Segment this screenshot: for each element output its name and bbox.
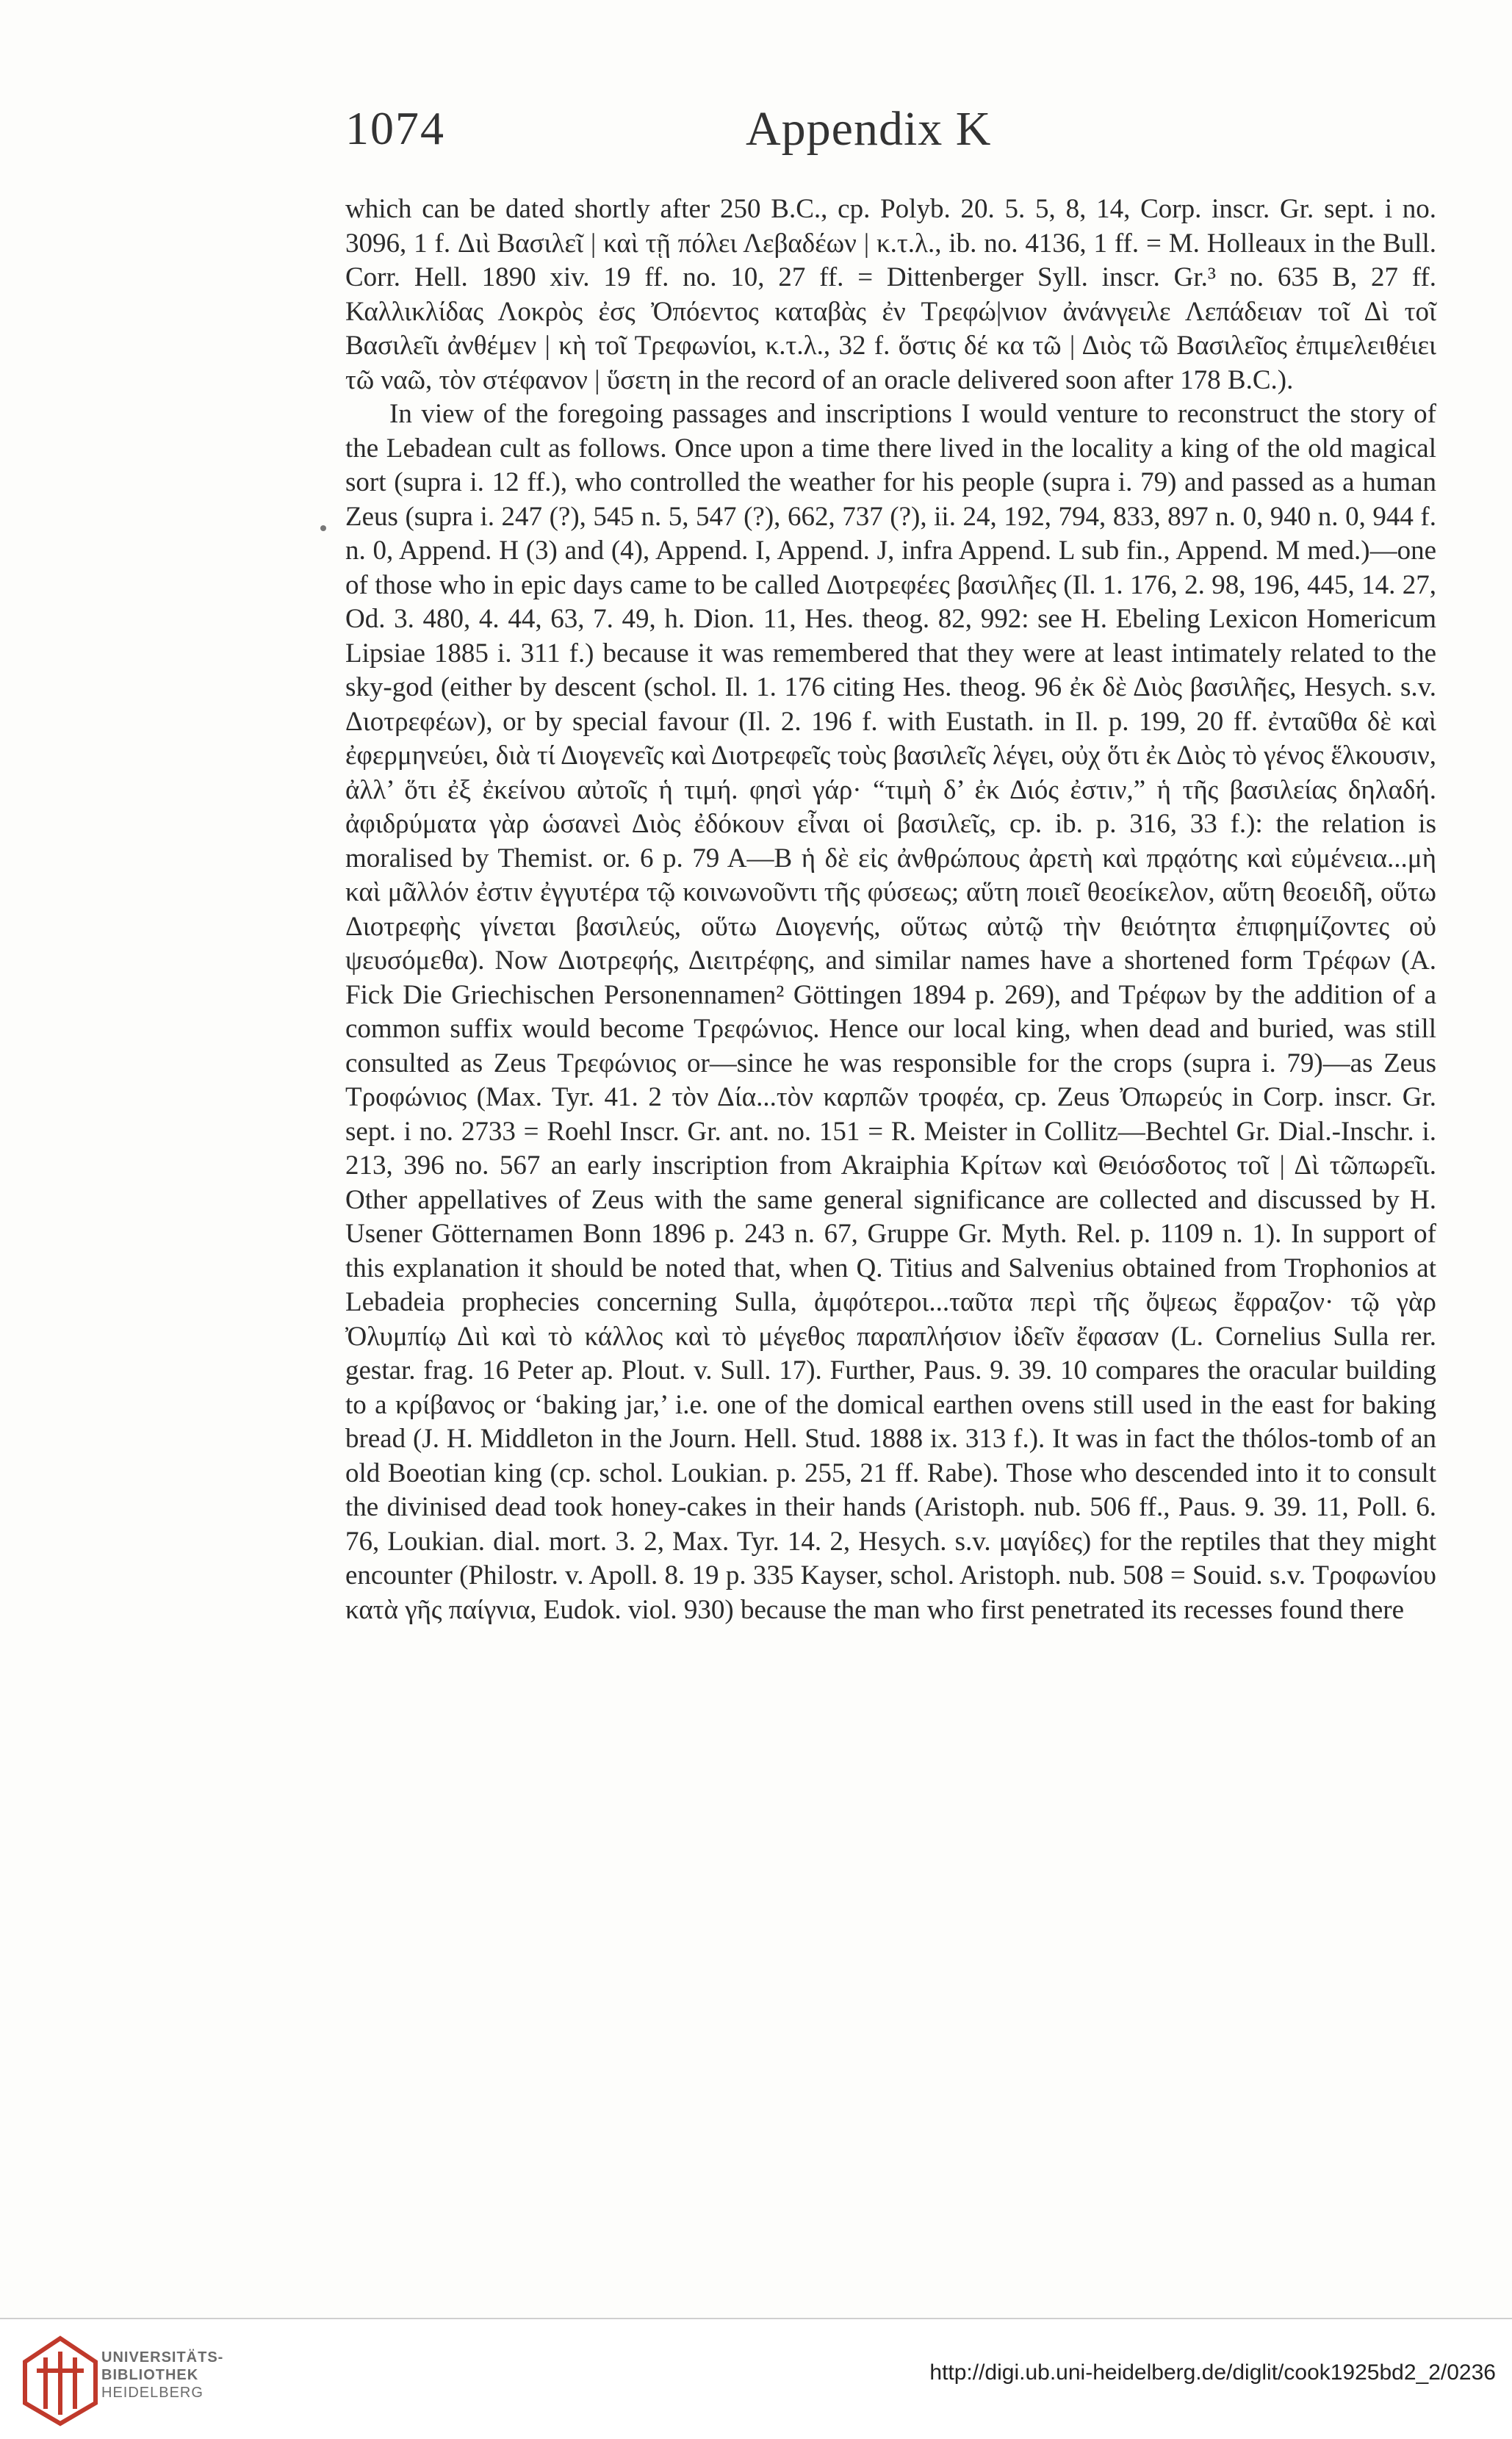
- university-library-logo-icon: [16, 2332, 104, 2428]
- paragraph-2: In view of the foregoing passages and inscriptions I would venture to reconstruct the story of the Lebadean cult as follows. Once upon a time there lived in the locality a king of the old magical sort (supra i. 12 ff.), who controlled the weather for his people (supra i. 79) and passed as a human Zeus (supra i. 247 (?), 545 n. 5, 547 (?), 662, 737 (?), ii. 24, 192, 794, 833, 897 n. 0, 940 n. 0, 944 f. n. 0, Append. H (3) and (4), Append. I, Append. J, infra Append. L sub fin., Append. M med.)—one of those who in epic days came to be called Διοτρεφέες βασιλῆες (Il. 1. 176, 2. 98, 196, 445, 14. 27, Od. 3. 480, 4. 44, 63, 7. 49, h. Dion. 11, Hes. theog. 82, 992: see H. Ebeling Lexicon Homericum Lipsiae 1885 i. 311 f.) because it was remembered that they were at least intimately related to the sky-god (either by descent (schol. Il. 1. 176 citing Hes. theog. 96 ἐκ δὲ Διὸς βασιλῆες, Hesych. s.v. Διοτρεφέων), or by special favour (Il. 2. 196 f. with Eustath. in Il. p. 199, 20 ff. ἐνταῦθα δὲ καὶ ἐφερμηνεύει, διὰ τί Διογενεῖς καὶ Διοτρεφεῖς τοὺς βασιλεῖς λέγει, οὐχ ὅτι ἐκ Διὸς τὸ γένος ἕλκουσιν, ἀλλ’ ὅτι ἐξ ἐκείνου αὐτοῖς ἡ τιμή. φησὶ γάρ· “τιμὴ δ’ ἐκ Διός ἐστιν,” ἡ τῆς βασιλείας δηλαδή. ἀφιδρύματα γὰρ ὡσανεὶ Διὸς ἐδόκουν εἶναι οἱ βασιλεῖς, cp. ib. p. 316, 33 f.): the relation is moralised by Themist. or. 6 p. 79 A—B ἡ δὲ εἰς ἀνθρώπους ἀρετὴ καὶ πρᾳότης καὶ εὐμένεια...μὴ καὶ μᾶλλόν ἐστιν ἐγγυτέρα τῷ κοινωνοῦντι τῆς φύσεως; αὕτη ποιεῖ θεοείκελον, αὕτη θεοειδῆ, οὕτω Διοτρεφὴς γίνεται βασιλεύς, οὕτω Διογενής, οὕτως αὐτῷ τὴν θειότητα ἐπιφημίζοντες οὐ ψευσόμεθα). Now Διοτρεφής, Διειτρέφης, and similar names have a shortened form Τρέφων (A. Fick Die Griechischen Personennamen² Göttingen 1894 p. 269), and Τρέφων by the addition of a common suffix would become Τρεφώνιος. Hence our local king, when dead and buried, was still consulted as Zeus Τρεφώνιος or—since he was responsible for the crops (supra i. 79)—as Zeus Τροφώνιος (Max. Tyr. 41. 2 τὸν Δία...τὸν καρπῶν τροφέα, cp. Zeus Ὀπωρεύς in Corp. inscr. Gr. sept. i no. 2733 = Roehl Inscr. Gr. ant. no. 151 = R. Meister in Collitz—Bechtel Gr. Dial.-Inschr. i. 213, 396 no. 567 an early inscription from Akraiphia Κρίτων καὶ Θειόσδοτος τοῖ | Δὶ τῶπωρεῖι. Other appellatives of Zeus with the same general significance are collected and discussed by H. Usener Götternamen Bonn 1896 p. 243 n. 67, Gruppe Gr. Myth. Rel. p. 1109 n. 1). In support of this explanation it should be noted that, when Q. Titius and Salvenius obtained from Trophonios at Lebadeia prophecies concerning Sulla, ἀμφότεροι...ταῦτα περὶ τῆς ὄψεως ἔφραζον· τῷ γὰρ Ὀλυμπίῳ Διὶ καὶ τὸ κάλλος καὶ τὸ μέγεθος παραπλήσιον ἰδεῖν ἔφασαν (L. Cornelius Sulla rer. gestar. frag. 16 Peter ap. Plout. v. Sull. 17). Further, Paus. 9. 39. 10 compares the oracular building to a κρίβανος or ‘baking jar,’ i.e. one of the domical earthen ovens still used in the east for baking bread (J. H. Middleton in the Journ. Hell. Stud. 1888 ix. 313 f.). It was in fact the thólos-tomb of an old Boeotian king (cp. schol. Loukian. p. 255, 21 ff. Rabe). Those who descended into it to consult the divinised dead took honey-cakes in their hands (Aristoph. nub. 506 ff., Paus. 9. 39. 11, Poll. 6. 76, Loukian. dial. mort. 3. 2, Max. Tyr. 14. 2, Hesych. s.v. μαγίδες) for the reptiles that they might encounter (Philostr. v. Apoll. 8. 19 p. 335 Kayser, schol. Aristoph. nub. 508 = Souid. s.v. Τροφωνίου κατὰ γῆς παίγνια, Eudok. viol. 930) because the man who first penetrated its recesses found there: [345, 399, 1436, 1625]
- page-number: 1074: [345, 102, 445, 154]
- footer-bar: [0, 2318, 1512, 2439]
- body-text: [345, 192, 1436, 1627]
- page-header: [345, 101, 1374, 160]
- running-title: Appendix K: [746, 102, 992, 156]
- library-name-line-2: BIBLIOTHEK: [101, 2367, 199, 2383]
- source-url-link[interactable]: http://digi.ub.uni-heidelberg.de/diglit/cook1925bd2_2/0236: [929, 2360, 1496, 2385]
- paragraph-1: which can be dated shortly after 250 B.C., cp. Polyb. 20. 5. 5, 8, 14, Corp. inscr. Gr. sept. i no. 3096, 1 f. Διὶ Βασιλεῖ | καὶ τῇ πόλει Λεβαδέων | κ.τ.λ., ib. no. 4136, 1 ff. = M. Holleaux in the Bull. Corr. Hell. 1890 xiv. 19 ff. no. 10, 27 ff. = Dittenberger Syll. inscr. Gr.³ no. 635 B, 27 ff. Καλλικλίδας Λοκρὸς ἐσς Ὀπόεντος καταβὰς ἐν Τρεφώ|νιον ἀνάνγειλε Λεπάδειαν τοῖ Δὶ τοῖ Βασιλεῖι ἀνθέμεν | κὴ τοῖ Τρεφωνίοι, κ.τ.λ., 32 f. ὅστις δέ κα τῶ | Διὸς τῶ Βασιλεῖος ἐπιμελειθέιει τῶ ναῶ, τὸν στέφανον | ὕσετη in the record of an oracle delivered soon after 178 B.C.).: [345, 194, 1436, 395]
- library-name-line-1: UNIVERSITÄTS-: [101, 2349, 224, 2366]
- margin-dot-mark: [320, 525, 326, 531]
- library-name: [101, 2349, 223, 2402]
- library-name-line-3: HEIDELBERG: [101, 2385, 204, 2401]
